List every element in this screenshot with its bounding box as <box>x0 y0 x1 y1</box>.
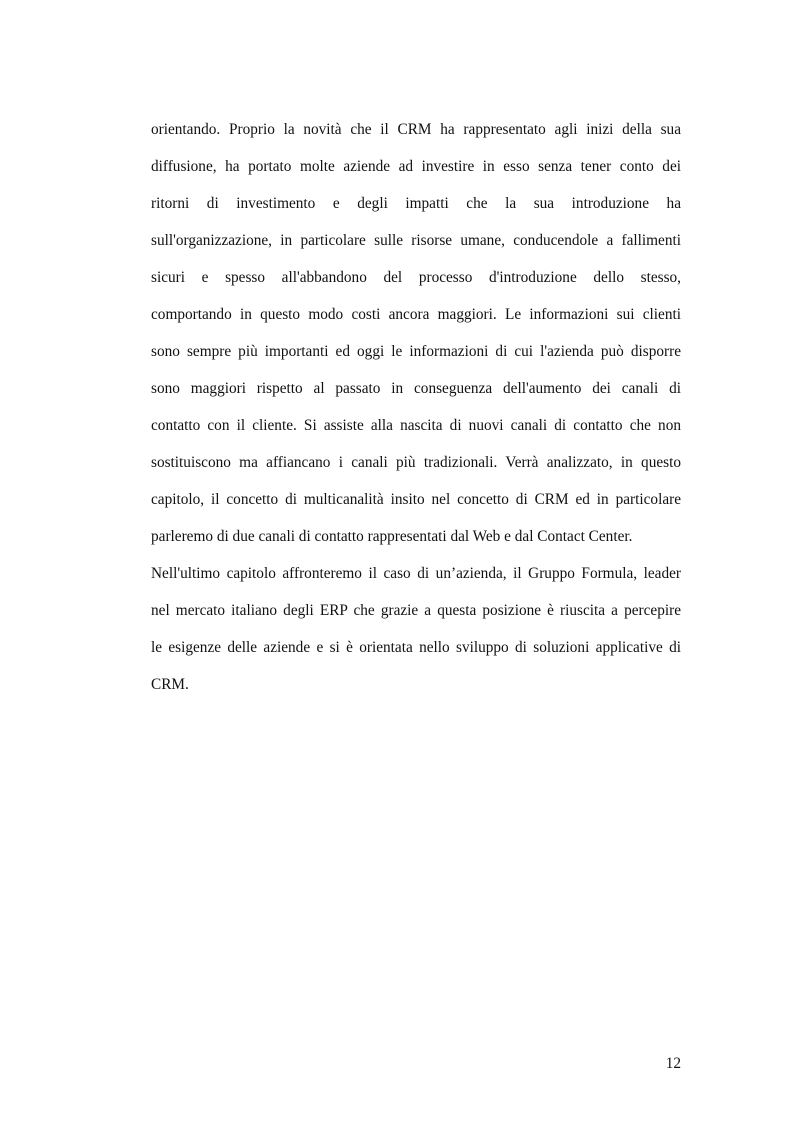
text-line: comportando in questo modo costi ancora maggiori. Le informazioni sui clienti <box>151 306 681 323</box>
text-line: contatto con il cliente. Si assiste alla nascita di nuovi canali di contatto che non <box>151 417 681 434</box>
text-line: parleremo di due canali di contatto rappresentati dal Web e dal Contact Center. <box>151 528 633 545</box>
page-number: 12 <box>665 1055 681 1072</box>
text-line: sicuri e spesso all'abbandono del processo d'introduzione dello stesso, <box>151 269 681 286</box>
text-line: sono maggiori rispetto al passato in conseguenza dell'aumento dei canali di <box>151 380 681 397</box>
text-line: nel mercato italiano degli ERP che grazie a questa posizione è riuscita a percepire <box>151 602 681 619</box>
body-text <box>151 111 681 703</box>
text-line: sostituiscono ma affiancano i canali più tradizionali. Verrà analizzato, in questo <box>151 454 681 471</box>
text-line: ritorni di investimento e degli impatti che la sua introduzione ha <box>151 195 681 212</box>
text-line: CRM. <box>151 676 189 693</box>
text-line: orientando. Proprio la novità che il CRM ha rappresentato agli inizi della sua <box>151 121 681 138</box>
text-line: Nell'ultimo capitolo affronteremo il caso di un’azienda, il Gruppo Formula, leader <box>151 565 681 582</box>
text-line: le esigenze delle aziende e si è orientata nello sviluppo di soluzioni applicative di <box>151 639 681 656</box>
text-line: capitolo, il concetto di multicanalità insito nel concetto di CRM ed in particolare <box>151 491 681 508</box>
text-line: sull'organizzazione, in particolare sulle risorse umane, conducendole a fallimenti <box>151 232 681 249</box>
text-line: diffusione, ha portato molte aziende ad investire in esso senza tener conto dei <box>151 158 681 175</box>
text-line: sono sempre più importanti ed oggi le informazioni di cui l'azienda può disporre <box>151 343 681 360</box>
